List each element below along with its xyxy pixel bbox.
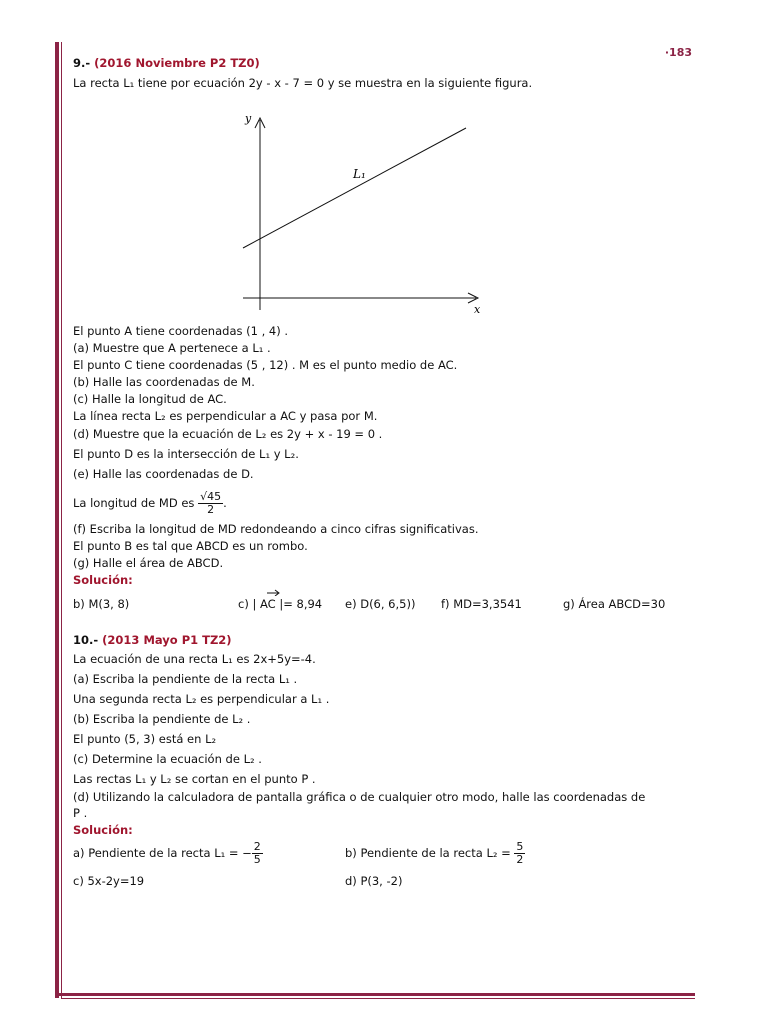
statement-line: (b) Halle las coordenadas de M.: [73, 375, 255, 389]
answer-b: b) M(3, 8): [73, 597, 130, 611]
exercise-10-header: [73, 632, 232, 649]
statement-line: (a) Muestre que A pertenece a L₁ .: [73, 341, 271, 355]
statement-line: El punto A tiene coordenadas (1 , 4) .: [73, 324, 289, 338]
md-fraction-denominator: 2: [207, 502, 215, 516]
fraction-denominator: 5: [253, 852, 261, 866]
fraction-numerator: 2: [253, 839, 261, 853]
statement-line: (d) Muestre que la ecuación de L₂ es 2y + x - 19 = 0 .: [73, 427, 383, 441]
answer-10b-text: b) Pendiente de la recta L₂ =: [345, 845, 511, 860]
line-l1-figure: [238, 110, 498, 320]
answer-f: f) MD=3,3541: [441, 597, 522, 611]
exercise-10-number: 10.-: [73, 633, 99, 647]
page-border-bottom: [55, 993, 695, 996]
statement-line: (d) Utilizando la calculadora de pantalla gráfica o de cualquier otro modo, halle las coordenadas de: [73, 790, 646, 804]
statement-line: (c) Halle la longitud de AC.: [73, 392, 227, 406]
page-border-left: [55, 42, 59, 998]
statement-line: (g) Halle el área de ABCD.: [73, 556, 224, 570]
statement-line: El punto (5, 3) está en L₂: [73, 732, 217, 746]
exercise-10-source: (2013 Mayo P1 TZ2): [102, 633, 232, 647]
exercise-9-source: (2016 Noviembre P2 TZ0): [94, 56, 260, 70]
md-length-statement: [73, 487, 227, 519]
statement-line: El punto C tiene coordenadas (5 , 12) . M es el punto medio de AC.: [73, 358, 458, 372]
answer-10b-fraction: [514, 841, 525, 866]
statement-line: (b) Escriba la pendiente de L₂ .: [73, 712, 251, 726]
x-axis-label: x: [474, 303, 481, 316]
vector-arrow-icon: [265, 588, 281, 596]
answer-g: g) Área ABCD=30: [563, 597, 666, 611]
y-axis-label: y: [245, 112, 252, 125]
fraction-numerator: 5: [516, 839, 524, 853]
exercise-9-solution-label: Solución:: [73, 573, 133, 587]
exercise-9-number: 9.-: [73, 56, 91, 70]
answer-10a: [73, 835, 263, 871]
md-suffix: .: [223, 495, 227, 510]
fraction-denominator: 2: [516, 852, 524, 866]
statement-line: (e) Halle las coordenadas de D.: [73, 467, 254, 481]
page-border-bottom-inner: [61, 998, 695, 999]
page-number: ·183: [664, 46, 692, 59]
statement-line: Las rectas L₁ y L₂ se cortan en el punto P .: [73, 772, 316, 786]
statement-line: La línea recta L₂ es perpendicular a AC y pasa por M.: [73, 409, 378, 423]
answer-10d: d) P(3, -2): [345, 874, 403, 888]
exercise-10-solution-label: Solución:: [73, 823, 133, 837]
statement-line: (c) Determine la ecuación de L₂ .: [73, 752, 262, 766]
statement-line: La ecuación de una recta L₁ es 2x+5y=-4.: [73, 652, 316, 666]
statement-line: El punto D es la intersección de L₁ y L₂.: [73, 447, 299, 461]
statement-line: (f) Escriba la longitud de MD redondeando a cinco cifras significativas.: [73, 522, 479, 536]
md-fraction-numerator: √45: [200, 489, 222, 503]
answer-10a-text: a) Pendiente de la recta L₁ = −: [73, 845, 252, 860]
answer-10b: [345, 835, 525, 871]
statement-line: (a) Escriba la pendiente de la recta L₁ .: [73, 672, 298, 686]
statement-line: P .: [73, 806, 88, 820]
answer-10c: c) 5x-2y=19: [73, 874, 145, 888]
exercise-9-intro: La recta L₁ tiene por ecuación 2y - x - 7 = 0 y se muestra en la siguiente figura.: [73, 76, 533, 90]
md-prefix: La longitud de MD es: [73, 495, 195, 510]
statement-line: El punto B es tal que ABCD es un rombo.: [73, 539, 308, 553]
page-border-left-inner: [61, 42, 62, 998]
statement-line: Una segunda recta L₂ es perpendicular a L₁ .: [73, 692, 330, 706]
answer-10a-fraction: [252, 841, 263, 866]
answer-c: c) | AC |= 8,94: [238, 597, 323, 611]
line-l1: [243, 128, 466, 248]
md-fraction: [198, 491, 223, 516]
answer-e: e) D(6, 6,5)): [345, 597, 416, 611]
line-l1-label: L₁: [353, 167, 366, 181]
exercise-9-header: [73, 55, 260, 72]
